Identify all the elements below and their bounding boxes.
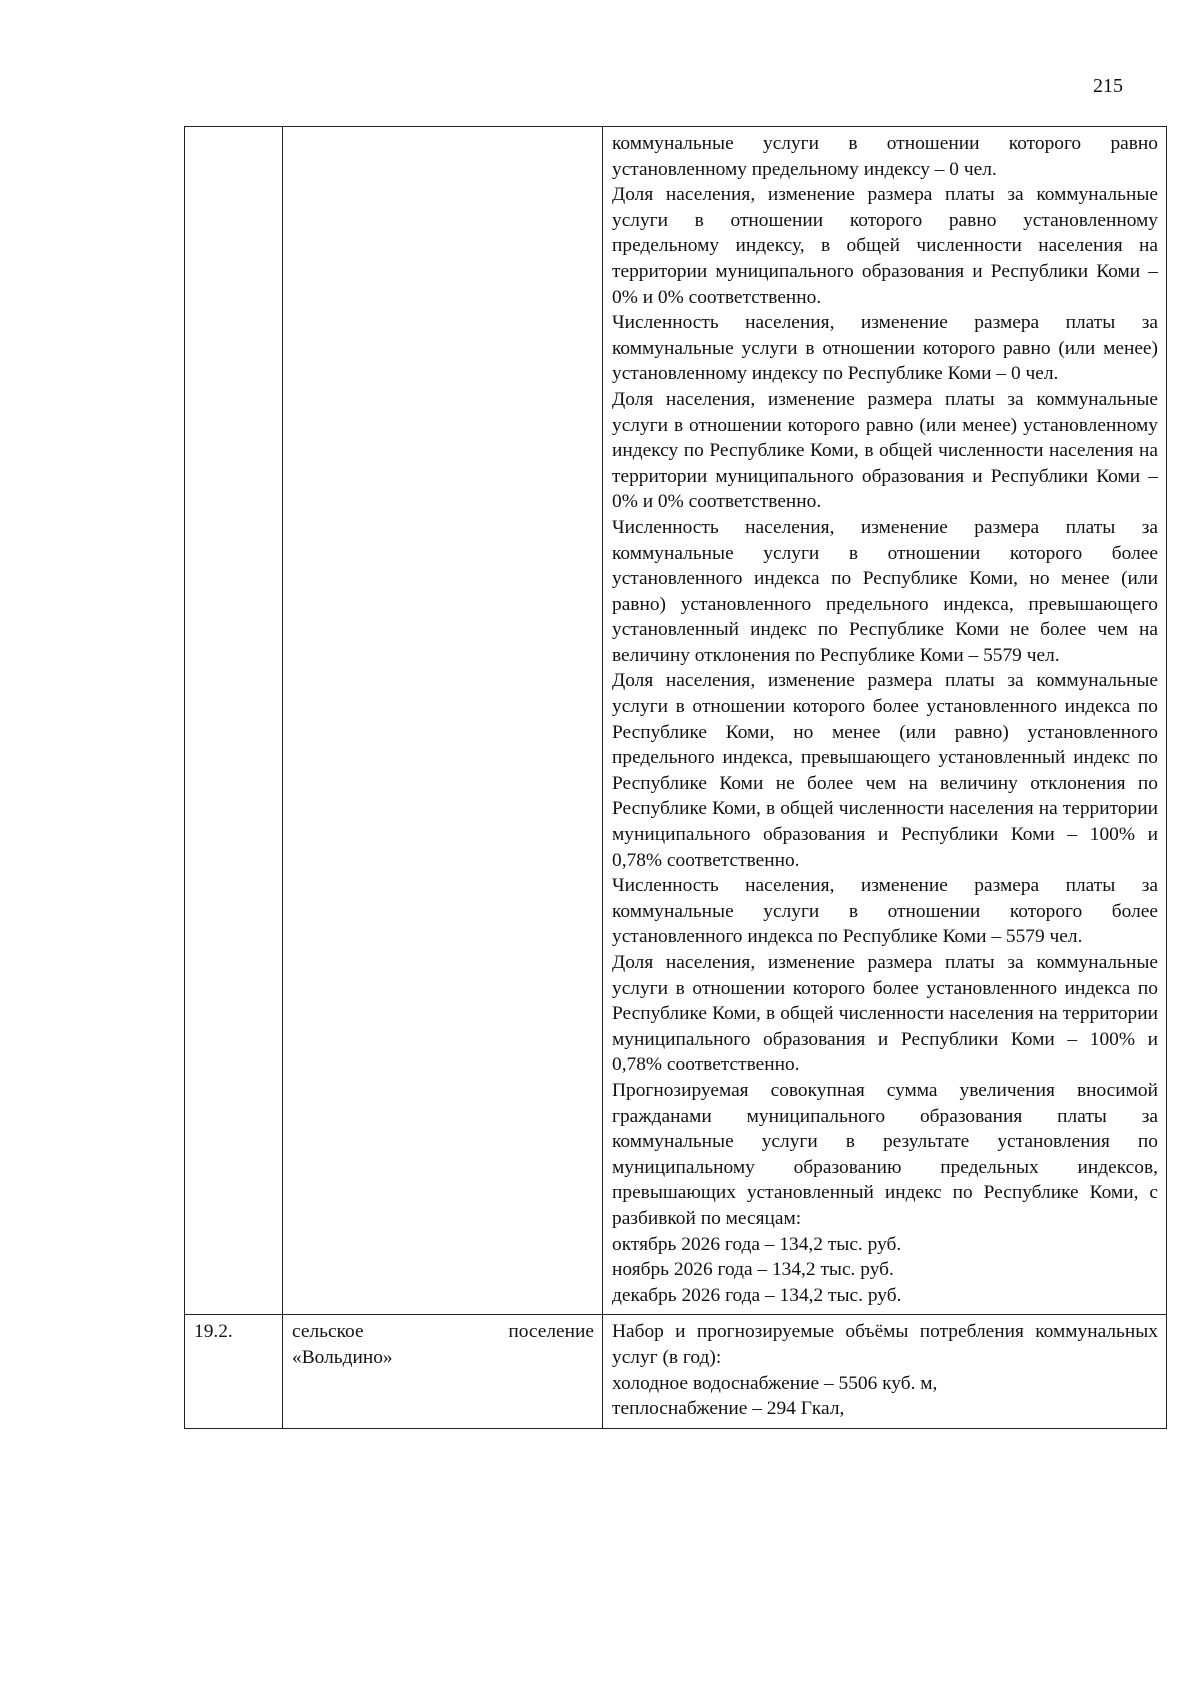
indicators-cell [603,1315,1167,1428]
indicator-paragraph: Доля населения, изменение размера платы за коммунальные услуги в отношении которого более установленного индекса по Республике Коми, но менее (или равно) установленного предельного индекса, превышающего установленный индекс по Республике Коми не более чем на величину отклонения по Республике Коми, в общей численности населения на территории муниципального образования и Республики Коми – 100% и 0,78% соответственно. [612,670,1158,871]
municipality-cell [283,1315,603,1428]
consumption-line: холодное водоснабжение – 5506 куб. м, [612,1372,938,1394]
consumption-intro: Набор и прогнозируемые объёмы потребления коммунальных услуг (в год): [612,1321,1158,1368]
municipality-type-word: сельское [292,1321,364,1343]
indicator-paragraph: Доля населения, изменение размера платы за коммунальные услуги в отношении которого более установленного индекса по Республике Коми, в общей численности населения на территории муниципального образования и Республики Коми – 100% и 0,78% соответственно. [612,952,1158,1076]
indicators-cell [603,127,1167,1315]
municipality-type-word: поселение [508,1321,594,1343]
number-cell: 19.2. [185,1315,283,1428]
indicator-paragraph: Доля населения, изменение размера платы за коммунальные услуги в отношении которого равно установленному предельному индексу, в общей численности населения на территории муниципального образования и Республики Коми – 0% и 0% соответственно. [612,184,1158,308]
month-line: декабрь 2026 года – 134,2 тыс. руб. [612,1284,902,1306]
indicator-paragraph: Численность населения, изменение размера платы за коммунальные услуги в отношении которого более установленного индекса по Республике Коми, но менее (или равно) установленного предельного индекса, превышающего установленный индекс по Республике Коми не более чем на величину отклонения по Республике Коми – 5579 чел. [612,516,1158,666]
table-row-19-2 [185,1315,1167,1428]
number-cell [185,127,283,1315]
indicator-paragraph: Численность населения, изменение размера платы за коммунальные услуги в отношении которого равно (или менее) установленному индексу по Республике Коми – 0 чел. [612,312,1158,385]
month-line: ноябрь 2026 года – 134,2 тыс. руб. [612,1259,894,1281]
table-row-continuation [185,127,1167,1315]
indicator-paragraph: коммунальные услуги в отношении которого равно установленному предельному индексу – 0 чел. [612,133,1158,180]
municipality-type [292,1319,594,1345]
municipality-cell [283,127,603,1315]
page-number: 215 [1093,75,1123,97]
document-table [184,126,1167,1429]
consumption-line: теплоснабжение – 294 Гкал, [612,1398,845,1420]
month-line: октябрь 2026 года – 134,2 тыс. руб. [612,1233,902,1255]
indicator-paragraph: Численность населения, изменение размера платы за коммунальные услуги в отношении которого более установленного индекса по Республике Коми – 5579 чел. [612,875,1158,948]
municipality-name: «Вольдино» [292,1346,393,1368]
forecast-paragraph: Прогнозируемая совокупная сумма увеличения вносимой гражданами муниципального образования платы за коммунальные услуги в результате установления по муниципальному образованию предельных индексов, превышающих установленный индекс по Республике Коми, с разбивкой по месяцам: [612,1079,1158,1229]
indicator-paragraph: Доля населения, изменение размера платы за коммунальные услуги в отношении которого равно (или менее) установленному индексу по Республике Коми, в общей численности населения на территории муниципального образования и Республики Коми – 0% и 0% соответственно. [612,388,1158,513]
